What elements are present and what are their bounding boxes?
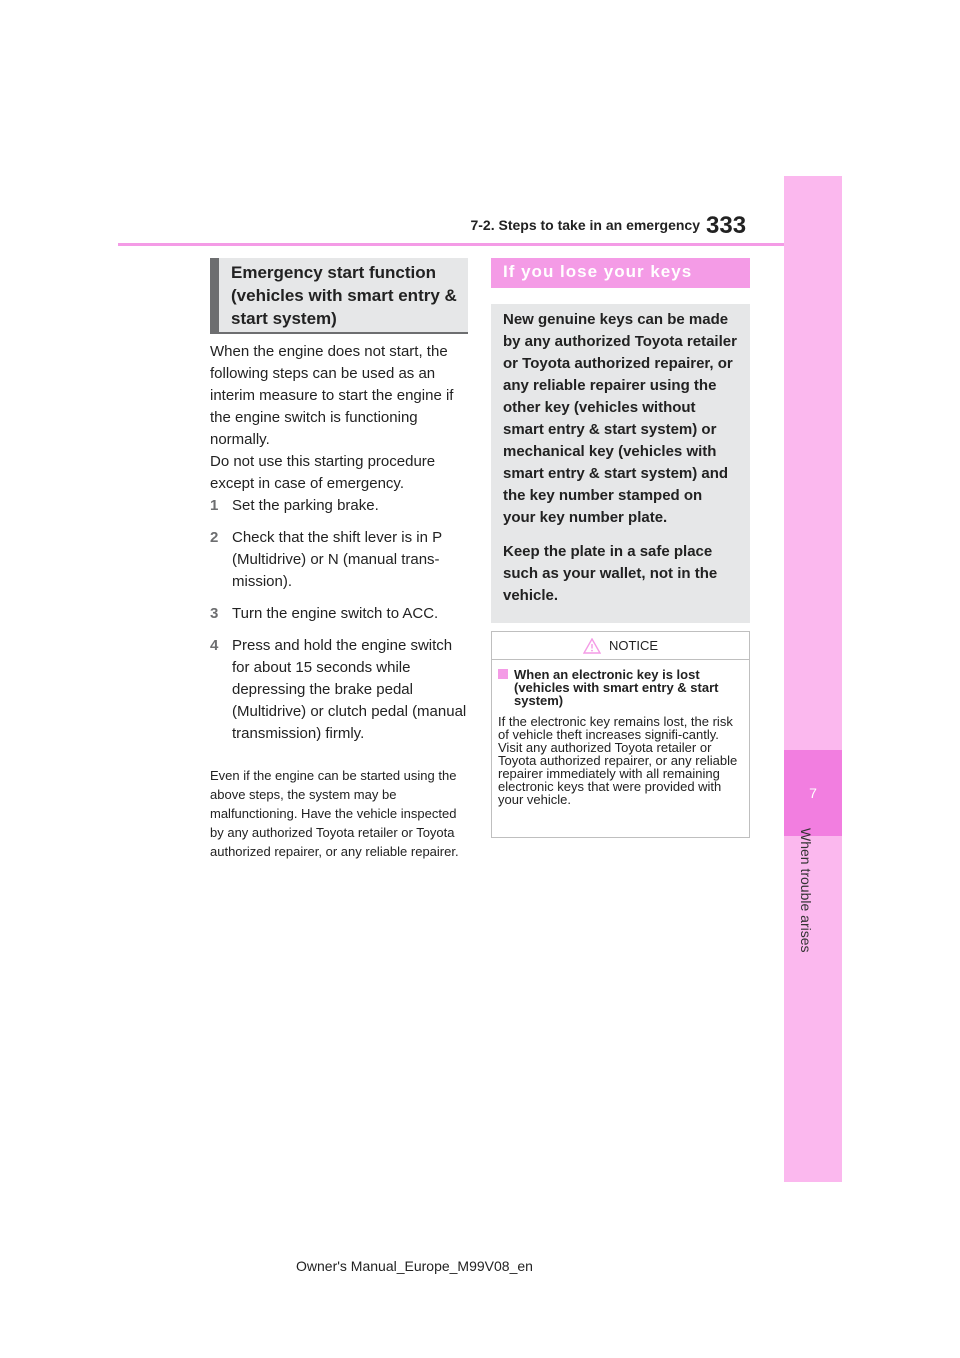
notice-header [492,632,749,660]
footer-text: Owner's Manual_Europe_M99V08_en [296,1258,533,1274]
intro-paragraph: When the engine does not start, the following steps can be used as an interim measure to start the engine if the engine switch is functioning normally. [210,343,454,448]
step-text: Press and hold the engine switch for about 15 seconds while depressing the brake pedal (Multidrive) or clutch pedal (manual transmission) firmly. [232,637,467,742]
lost-keys-info-box [491,304,750,623]
chapter-label: When trouble arises [798,827,814,953]
step-number: 4 [210,637,219,654]
warning-triangle-icon [583,638,601,654]
step-item [210,603,472,625]
step-number: 2 [210,529,219,546]
step-text: Check that the shift lever is in P (Multidrive) or N (manual trans-mission). [232,529,442,590]
step-text: Set the parking brake. [232,497,379,514]
lost-keys-heading: If you lose your keys [491,258,750,288]
step-item [210,495,472,517]
keep-plate-paragraph: Keep the plate in a safe place such as your wallet, not in the vehicle. [503,543,718,604]
page-number: 333 [706,212,747,239]
notice-text: If the electronic key remains lost, the risk of vehicle theft increases signifi-cantly. Visit any authorized Toyota retailer or Toyota authorized repairer, or any reliable repairer immediately with all remaining electronic keys that were provided with your vehicle. [498,714,738,807]
square-bullet-icon [498,669,508,679]
warning-paragraph: Do not use this starting procedure except in case of emergency. [210,453,436,492]
step-text: Turn the engine switch to ACC. [232,605,439,622]
section-header: 7-2. Steps to take in an emergency [470,217,700,233]
emergency-start-heading: Emergency start function (vehicles with smart entry & start system) [210,258,468,334]
steps-list [210,495,472,755]
lost-keys-paragraph: New genuine keys can be made by any authorized Toyota retailer or Toyota authorized repairer, or any reliable repairer using the other key (vehicles without smart entry & start system) or mechanical key (vehicles with smart entry & start system) and the key number stamped on your key number plate. [503,311,737,526]
step-item [210,527,472,593]
chapter-side-tab [784,176,842,1182]
notice-label: NOTICE [608,638,659,653]
notice-title-text: When an electronic key is lost (vehicles with smart entry & start system) [514,667,719,708]
engine-note: Even if the engine can be started using the above steps, the system may be malfunctioning. Have the vehicle inspected by any authorized Toyota retailer or Toyota authorized repairer, or any reliable repairer. [210,768,459,859]
notice-title [498,668,743,707]
step-number: 3 [210,605,219,622]
notice-body [492,660,749,806]
step-item [210,635,472,745]
notice-box [491,631,750,838]
step-number: 1 [210,497,219,514]
header-rule [118,243,784,246]
chapter-number: 7 [784,750,842,836]
